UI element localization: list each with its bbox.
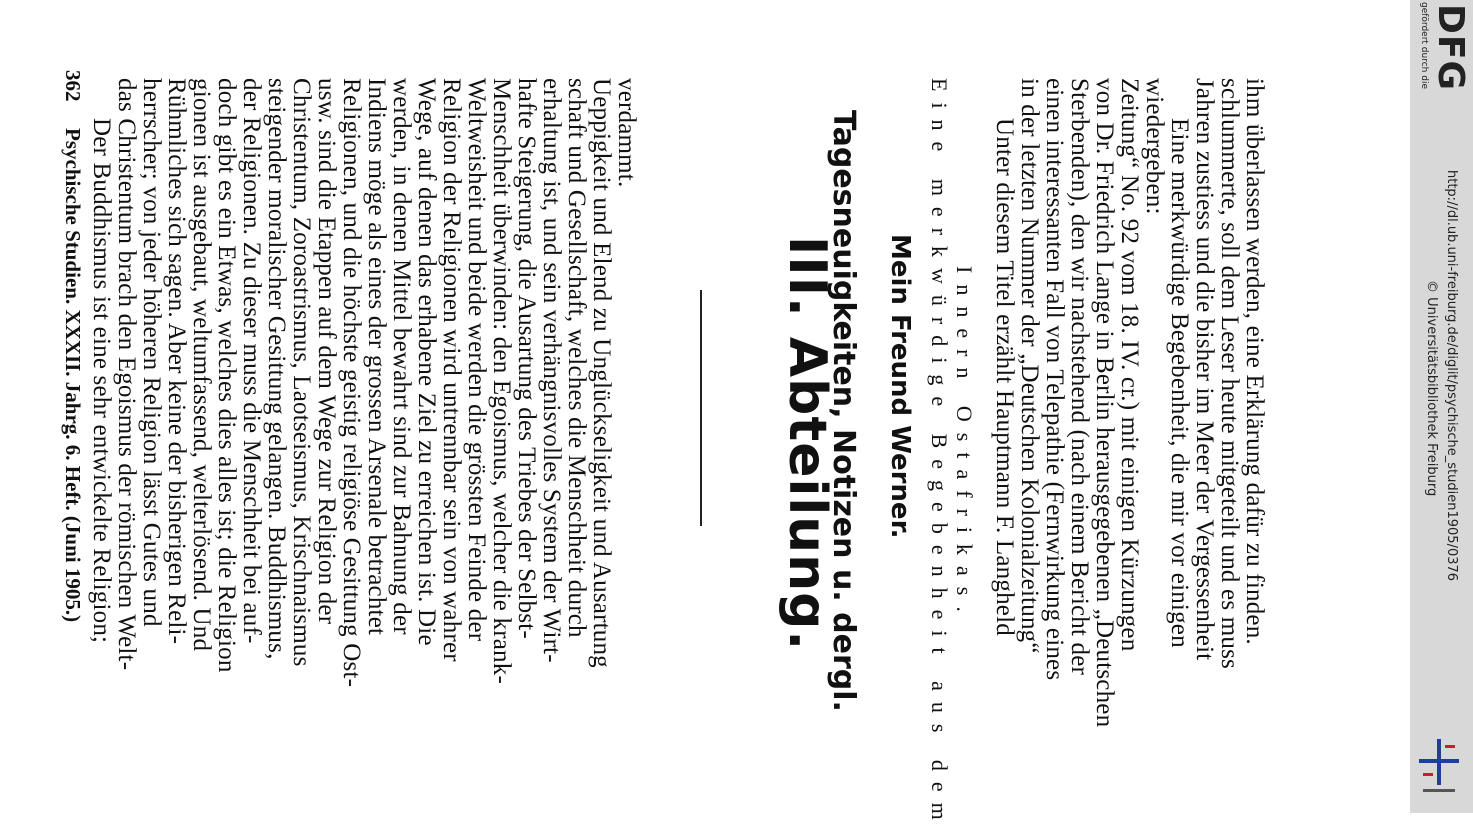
copyright-text: © Universitätsbibliothek Freiburg [1424, 280, 1439, 497]
body-line: Unter diesem Titel erzählt Hauptmann F. Langheld [991, 118, 1018, 636]
body-line: das Christentum brach den Egoismus der römischen Welt- [113, 78, 140, 671]
body-line: wiedergeben: [1141, 78, 1168, 215]
body-line: Rühmliches sich sagen. Aber keine der bisherigen Reli- [163, 78, 190, 645]
funding-text: gefördert durch die [1419, 2, 1429, 89]
body-line: gionen ist ausgebaut, weltumfassend, welterlösend. Und [188, 78, 215, 652]
body-line: in der letzten Nummer der „Deutschen Kolonialzeitung“ [1016, 78, 1043, 654]
body-line: schaft und Gesellschaft, welches die Menschheit durch [563, 78, 590, 638]
dfg-logo: DFG [1430, 4, 1471, 92]
section-title: III. Abteilung. [777, 236, 837, 652]
body-line: usw. sind die Etappen auf dem Wege zur Religion der [313, 78, 340, 625]
body-line: Religionen, und die höchste geistig religiöse Gesittung Ost- [338, 78, 365, 688]
body-line: Menschheit überwinden: den Egoismus, welcher die krank- [488, 78, 515, 684]
body-line: ihm überlassen werden, eine Erklärung dafür zu finden. [1241, 78, 1268, 645]
section-subtitle: Tagesneuigkeiten, Notizen u. dergl. [826, 110, 861, 712]
separator-rule [700, 290, 702, 526]
body-line: einen interessanten Fall von Telepathie (Fernwirkung eines [1041, 78, 1068, 681]
body-line: von Dr. Friedrich Lange in Berlin herausgegebenen „Deutschen [1091, 78, 1118, 728]
body-line: doch gibt es ein Etwas, welches dies alles ist; die Religion [213, 78, 240, 673]
article-title: Mein Freund Werner. [885, 234, 915, 539]
running-title: Psychische Studien. XXXII. Jahrg. 6. Heft. (Juni 1905.) [61, 128, 85, 623]
body-line: hafte Steigerung, die Ausartung des Triebes der Selbst- [513, 78, 540, 639]
body-line: Jahren zustiess und die bisher im Meer der Vergessenheit [1191, 78, 1218, 661]
body-line: herrscher; von jeder höheren Religion lässt Gutes und [138, 78, 165, 627]
body-line: werden, in denen Mittel bewahrt sind zur Bahnung der [388, 78, 415, 635]
article-lead: Eine merkwürdige Begebenheit aus dem [927, 78, 952, 831]
page-number: 362 [61, 70, 85, 102]
body-line: Wege, auf denen das erhabene Ziel zu erreichen ist. Die [413, 78, 440, 646]
body-line: der Religionen. Zu dieser muss die Menschheit bei auf- [238, 78, 265, 644]
body-line: Religion der Religionen wird untrennbar sein von wahrer [438, 78, 465, 662]
library-sidebar [1410, 0, 1473, 813]
body-line: steigender moralischer Gesittung gelangen. Buddhismus, [263, 78, 290, 660]
source-url[interactable]: http://dl.ub.uni-freiburg.de/diglit/psychische_studien1905/0376 [1444, 170, 1459, 582]
body-line: Indiens möge als eines der grossen Arsenale betrachtet [363, 78, 390, 636]
body-line: Ueppigkeit und Elend zu Unglückseligkeit und Ausartung [588, 78, 615, 668]
body-line: Zeitung“ No. 92 vom 18. IV. cr.) mit einigen Kürzungen [1116, 78, 1143, 652]
body-line: erhaltung ist, und sein verhängnisvolles System der Wirt- [538, 78, 565, 663]
body-line: Sterbenden), den wir nachstehend (nach einem Bericht der [1066, 78, 1093, 676]
body-line: verdammt. [613, 78, 640, 188]
body-line: Christentum, Zoroastrismus, Laotseismus, Krischnaismus [288, 78, 315, 667]
body-line: Weltweisheit und beide werden die grössten Feinde der [463, 78, 490, 642]
article-lead: Innern Ostafrikas. [952, 266, 977, 623]
body-line: schlummerte, soll dem Leser heute mitgeteilt und es muss [1216, 78, 1243, 669]
body-line: Eine merkwürdige Begebenheit, die mir vor einigen [1166, 118, 1193, 648]
ub-freiburg-logo-icon [1415, 735, 1465, 797]
body-line: Der Buddhismus ist eine sehr entwickelte Religion; [88, 118, 115, 644]
